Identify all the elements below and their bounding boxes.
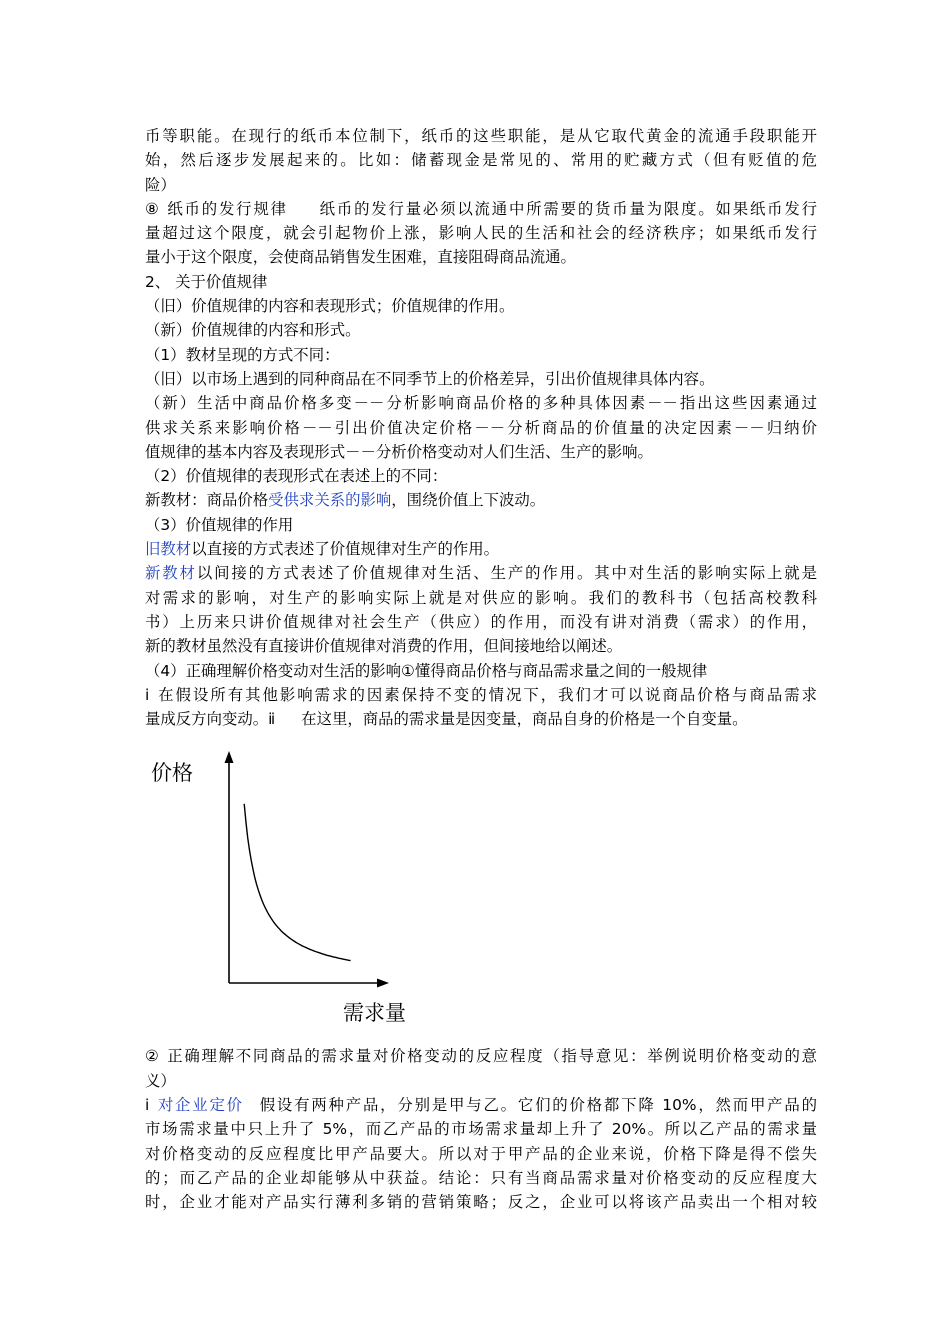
new-textbook-line4: 新的教材虽然没有直接讲价值规律对消费的作用，但间接地给以阐述。: [145, 637, 623, 656]
item1-new-line2: 供求关系来影响价格－－引出价值决定价格－－分析商品的价值量的决定因素－－归纳价: [145, 418, 817, 437]
new-textbook-line2: 对需求的影响，对生产的影响实际上就是对供应的影响。我们的教科书（包括高校教科: [145, 588, 817, 607]
point2-i-line1: [145, 1093, 817, 1117]
demand-curve-chart: [145, 745, 817, 1028]
old-content-line: （旧）价值规律的内容和表现形式；价值规律的作用。: [145, 297, 515, 316]
new-textbook-link[interactable]: 新教材: [145, 564, 197, 583]
point2-i-line4: 的；而乙产品的企业却能够从中获益。结论：只有当商品需求量对价格变动的反应程度大: [145, 1168, 817, 1187]
y-axis-label: 价格: [151, 761, 193, 786]
p1-line2: 始，然后逐步发展起来的。比如：储蓄现金是常见的、常用的贮藏方式（但有贬值的危: [145, 151, 817, 170]
new-textbook-line3: 书）上历来只讲价值规律对社会生产（供应）的作用，而没有讲对消费（需求）的作用，: [145, 612, 817, 631]
p2-line1-rest: 纸币的发行量必须以流通中所需要的货币量为限度。如果纸币发行: [317, 199, 817, 218]
item2-text-pre: 新教材：商品价格: [145, 491, 269, 510]
point2-i-line2: 市场需求量中只上升了 5%，而乙产品的市场需求量却上升了 20%。所以乙产品的需求量: [145, 1120, 817, 1139]
p1-line1: 币等职能。在现行的纸币本位制下，纸币的这些职能，是从它取代黄金的流通手段职能开: [145, 127, 817, 145]
p2-line1: [145, 197, 817, 221]
p2-line3: 量小于这个限度，会使商品销售发生困难，直接阻碍商品流通。: [145, 248, 576, 267]
new-textbook-line1-rest: 以间接的方式表述了价值规律对生活、生产的作用。其中对生活的影响实际上就是: [196, 564, 817, 583]
item3-heading: （3）价值规律的作用: [145, 515, 294, 534]
item4-heading: （4）正确理解价格变动对生活的影响①懂得商品价格与商品需求量之间的一般规律: [145, 661, 708, 680]
p2-line2: 量超过这个限度，就会引起物价上涨，影响人民的生活和社会的经济秩序；如果纸币发行: [145, 224, 817, 243]
item2-heading: （2）价值规律的表现形式在表述上的不同：: [145, 467, 448, 486]
x-axis-label: 需求量: [343, 1001, 406, 1026]
item2-text-post: ，围绕价值上下波动。: [391, 491, 546, 510]
enterprise-pricing-link[interactable]: 对企业定价: [157, 1096, 244, 1115]
y-axis-arrow: [225, 751, 234, 763]
point2-i-line1-rest: 假设有两种产品，分别是甲与乙。它们的价格都下降 10%，然而甲产品的: [257, 1096, 817, 1115]
new-textbook-line1: [145, 561, 817, 585]
point2-line1: ② 正确理解不同商品的需求量对价格变动的反应程度（指导意见：举例说明价格变动的意: [145, 1047, 817, 1066]
item2-text: [145, 488, 817, 512]
document-page: [145, 124, 817, 1215]
p2-lead: ⑧ 纸币的发行规律: [145, 199, 288, 218]
old-textbook-link[interactable]: 旧教材: [145, 540, 192, 559]
item4-i-line1: ⅰ 在假设所有其他影响需求的因素保持不变的情况下，我们才可以说商品价格与商品需求: [145, 685, 817, 704]
item4-i-line2-a: 量成反方向变动。ⅱ: [145, 710, 276, 729]
old-textbook-line: [145, 537, 817, 561]
item1-old: （旧）以市场上遇到的同种商品在不同季节上的价格差异，引出价值规律具体内容。: [145, 369, 715, 388]
point2-i-line5: 时，企业才能对产品实行薄利多销的营销策略；反之，企业可以将该产品卖出一个相对较: [145, 1193, 817, 1212]
item1-heading: （1）教材呈现的方式不同：: [145, 345, 340, 364]
supply-demand-link[interactable]: 受供求关系的影响: [268, 491, 392, 510]
item1-new-line1: （新）生活中商品价格多变－－分析影响商品价格的多种具体因素－－指出这些因素通过: [145, 394, 817, 413]
section-heading: 2、 关于价值规律: [145, 272, 268, 291]
x-axis-arrow: [377, 979, 389, 988]
new-content-line: （新）价值规律的内容和形式。: [145, 321, 361, 340]
item1-new-line3: 值规律的基本内容及表现形式－－分析价格变动对人们生活、生产的影响。: [145, 442, 653, 461]
point2-i-line3: 对价格变动的反应程度比甲产品要大。所以对于甲产品的企业来说，价格下降是得不偿失: [145, 1144, 817, 1163]
p1-line3: 险）: [145, 175, 176, 194]
old-textbook-rest: 以直接的方式表述了价值规律对生产的作用。: [191, 540, 500, 559]
item4-i-line2: [145, 707, 817, 731]
demand-curve: [244, 804, 350, 961]
point2-line2: 义）: [145, 1071, 176, 1090]
item4-i-line2-b: 在这里，商品的需求量是因变量，商品自身的价格是一个自变量。: [301, 710, 748, 729]
point2-i-lead: ⅰ: [145, 1096, 158, 1115]
